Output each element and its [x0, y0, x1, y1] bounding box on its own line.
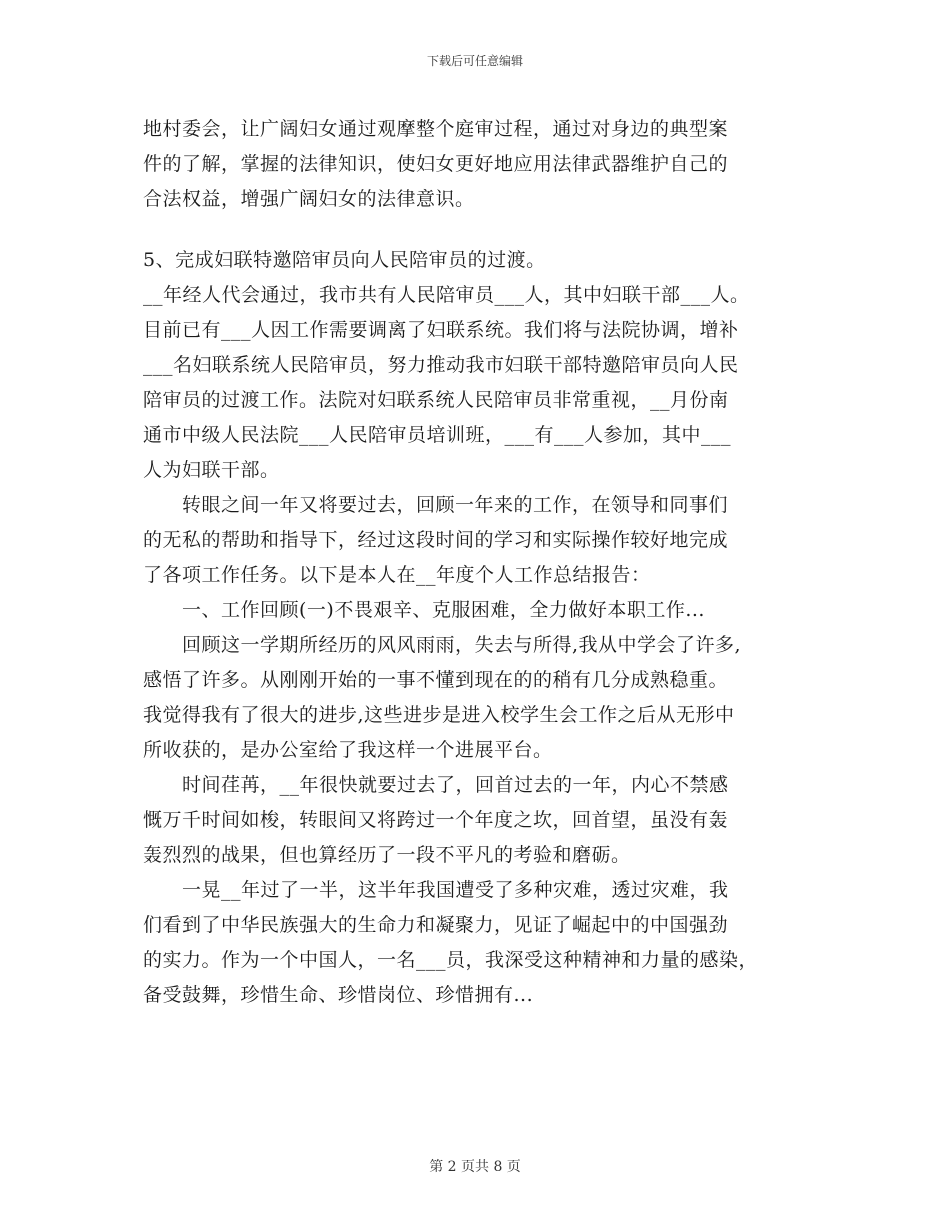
text-line: 感悟了许多。从刚刚开始的一事不懂到现在的的稍有几分成熟稳重。: [143, 669, 729, 691]
text-line: ___名妇联系统人民陪审员，努力推动我市妇联干部特邀陪审员向人民: [143, 354, 739, 376]
text-line: 备受鼓舞，珍惜生命、珍惜岗位、珍惜拥有...: [143, 984, 534, 1006]
text-line: 所收获的，是办公室给了我这样一个进展平台。: [143, 739, 553, 761]
text-line: 陪审员的过渡工作。法院对妇联系统人民陪审员非常重视，__月份南: [143, 389, 729, 411]
text-line: 我觉得我有了很大的进步,这些进步是进入校学生会工作之后从无形中: [143, 704, 735, 726]
text-line: 人为妇联干部。: [143, 459, 280, 481]
text-line: 转眼之间一年又将要过去，回顾一年来的工作，在领导和同事们: [143, 494, 729, 516]
text-line: 的实力。作为一个中国人，一名___员，我深受这种精神和力量的感染，: [143, 949, 759, 971]
text-line: 回顾这一学期所经历的风风雨雨，失去与所得,我从中学会了许多,: [143, 634, 742, 656]
text-line: 时间荏苒，__年很快就要过去了，回首过去的一年，内心不禁感: [143, 774, 729, 796]
page-header: 下载后可任意编辑: [426, 54, 523, 68]
text-line: 通市中级人民法院___人民陪审员培训班，___有___人参加，其中___: [143, 424, 732, 446]
text-line: 轰烈烈的战果，但也算经历了一段不平凡的考验和磨砺。: [143, 844, 631, 866]
text-line: 一、工作回顾(一)不畏艰辛、克服困难，全力做好本职工作...: [143, 599, 705, 621]
section-heading: 5、完成妇联特邀陪审员向人民陪审员的过渡。: [143, 249, 546, 271]
text-line: 的无私的帮助和指导下，经过这段时间的学习和实际操作较好地完成: [143, 529, 729, 551]
text-line: 目前已有___人因工作需要调离了妇联系统。我们将与法院协调，增补: [143, 319, 739, 341]
text-line: 合法权益，增强广阔妇女的法律意识。: [143, 188, 475, 210]
text-line: 了各项工作任务。以下是本人在__年度个人工作总结报告：: [143, 564, 651, 586]
page-footer: 第 2 页共 8 页: [429, 1159, 521, 1175]
paragraph-gap: [143, 217, 823, 243]
text-line: 慨万千时间如梭，转眼间又将跨过一个年度之坎，回首望，虽没有轰: [143, 809, 729, 831]
text-line: 件的了解，掌握的法律知识，使妇女更好地应用法律武器维护自己的: [143, 153, 729, 175]
text-line: 地村委会，让广阔妇女通过观摩整个庭审过程，通过对身边的典型案: [143, 118, 729, 140]
text-line: 们看到了中华民族强大的生命力和凝聚力，见证了崛起中的中国强劲: [143, 914, 729, 936]
text-line: 一晃__年过了一半，这半年我国遭受了多种灾难，透过灾难，我: [143, 879, 729, 901]
document-body: [143, 112, 823, 1013]
text-line: __年经人代会通过，我市共有人民陪审员___人，其中妇联干部___人。: [143, 284, 750, 306]
